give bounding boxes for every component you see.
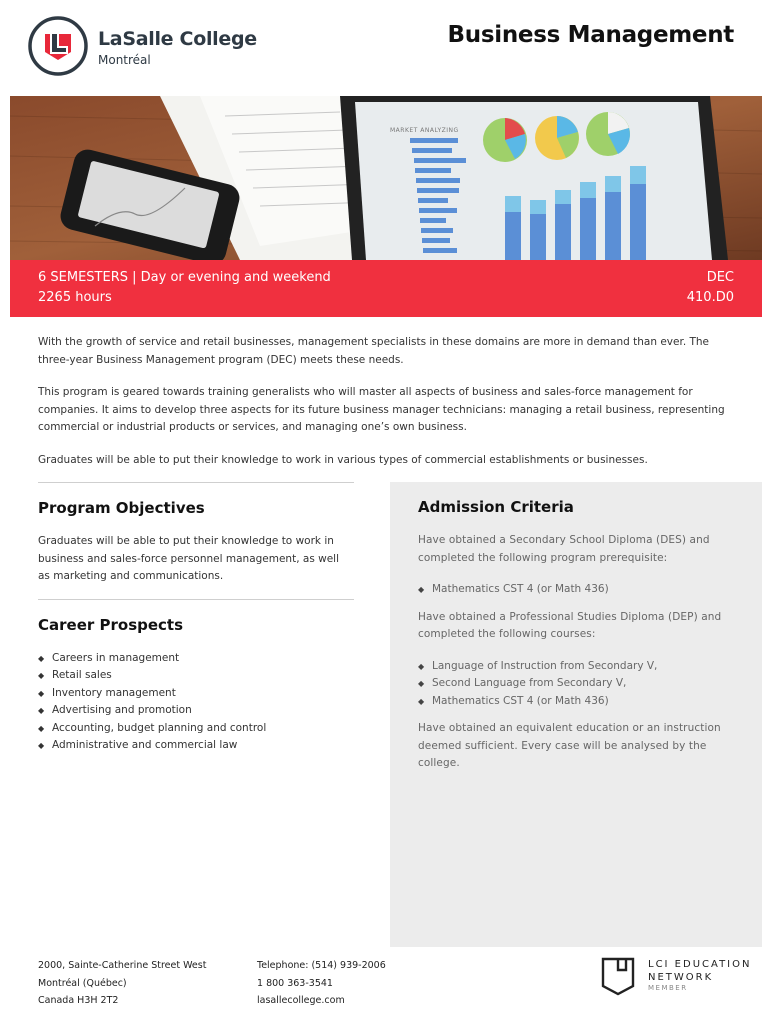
careers-title: Career Prospects [38, 615, 184, 634]
bullet-icon: ◆ [418, 696, 425, 706]
brand-city: Montréal [98, 53, 151, 67]
lasalle-logo-icon [28, 16, 88, 76]
objectives-text: Graduates will be able to put their knowledge to work in business and sales-force personnel management, as well as marketing and communications. [38, 535, 340, 582]
network-member: MEMBER [648, 984, 688, 992]
careers-list [38, 650, 354, 755]
left-column [38, 482, 354, 755]
list-item: ◆ Language of Instruction from Secondary V, [418, 658, 734, 676]
program-duration: 6 SEMESTERS | Day or evening and weekend [38, 270, 331, 285]
list-item: ◆ Accounting, budget planning and control [38, 720, 354, 738]
bullet-icon: ◆ [38, 741, 45, 750]
phone-number: Telephone: (514) 939-2006 [257, 960, 386, 971]
bullet-icon: ◆ [418, 679, 425, 688]
page-header [0, 0, 768, 96]
list-item: ◆ Second Language from Secondary V, [418, 675, 734, 693]
list-item: ◆ Administrative and commercial law [38, 737, 354, 755]
admission-paragraph: Have obtained an equivalent education or an instruction deemed sufficient. Every case will be analysed by the college. [418, 722, 721, 769]
intro-paragraph: Graduates will be able to put their knowledge to work in various types of commercial establishments or businesses. [38, 453, 648, 466]
list-item: ◆ Retail sales [38, 667, 354, 685]
admission-panel [390, 482, 762, 947]
list-item: ◆ Inventory management [38, 685, 354, 703]
lci-network-icon [600, 956, 636, 996]
list-item: ◆ Mathematics CST 4 (or Math 436) [418, 693, 734, 711]
list-item: ◆ Careers in management [38, 650, 354, 668]
intro-section [38, 334, 734, 484]
bullet-icon: ◆ [38, 706, 45, 715]
page-title: Business Management [447, 22, 734, 48]
bullet-icon: ◆ [418, 585, 425, 594]
bullet-icon: ◆ [38, 671, 45, 680]
admission-title: Admission Criteria [418, 498, 574, 516]
toll-free-number: 1 800 363-3541 [257, 977, 333, 989]
divider [38, 482, 354, 483]
footer-contact [257, 957, 386, 1010]
admission-list [418, 658, 734, 711]
bullet-icon: ◆ [38, 653, 45, 663]
intro-paragraph: With the growth of service and retail businesses, management specialists in these domains are more in demand than ever. The three-year Business Management program (DEC) meets these needs. [38, 336, 710, 366]
admission-paragraph: Have obtained a Professional Studies Diploma (DEP) and completed the following courses: [418, 610, 722, 640]
program-code: 410.D0 [686, 290, 734, 305]
intro-paragraph: This program is geared towards training generalists who will master all aspects of business and sales-force management for companies. It aims to develop three aspects for its future business manager technicians: managing a retail business, representing commercial or industrial products or services, and managing one’s own business. [38, 386, 725, 433]
footer-address: 2000, Sainte-Catherine Street West Montréal (Québec) Canada H3H 2T2 [38, 960, 207, 1006]
list-item: ◆ Mathematics CST 4 (or Math 436) [418, 581, 734, 599]
tablet-graphic [340, 96, 728, 260]
website-link[interactable]: lasallecollege.com [257, 995, 345, 1006]
hero-image [10, 96, 762, 260]
bullet-icon: ◆ [38, 723, 45, 733]
program-info-bar [10, 260, 762, 317]
admission-paragraph: Have obtained a Secondary School Diploma (DES) and completed the following program prerequisite: [418, 534, 710, 564]
tablet-heading: MARKET ANALYZING [390, 127, 459, 134]
page-footer [0, 955, 768, 1024]
program-diploma: DEC [706, 270, 734, 285]
brand-name: LaSalle College [98, 28, 257, 50]
objectives-title: Program Objectives [38, 499, 205, 517]
bullet-icon: ◆ [418, 661, 425, 671]
network-name: LCI EDUCATION NETWORK [648, 959, 752, 983]
list-item: ◆ Advertising and promotion [38, 702, 354, 720]
admission-list [418, 581, 734, 599]
divider [38, 599, 354, 600]
bullet-icon: ◆ [38, 688, 45, 698]
program-hours: 2265 hours [38, 290, 112, 305]
